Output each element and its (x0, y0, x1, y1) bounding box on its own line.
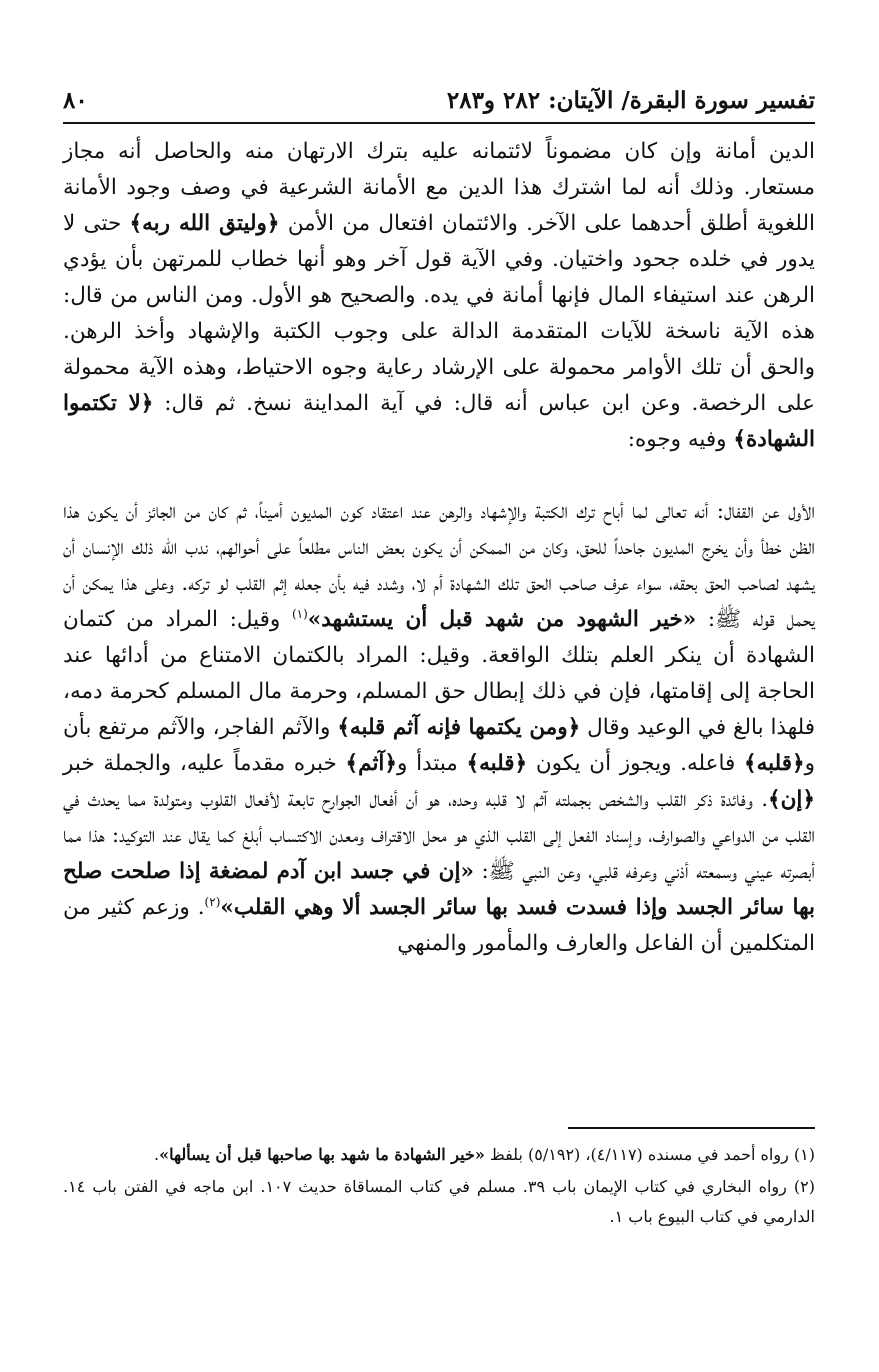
text-run: الأول عن القفال: أنه تعالى لما أباح ترك الكتبة والإشهاد والرهن عند اعتقاد كون المديون أميناً، ثم كان من الجائز أن يكون هذا الظن خطأ وأن يخرج المديون جاحداً للحق، وكان من الممكن أن يكون بعض الناس مطلعاً على أحوالهم، ندب الله ذلك الإنسان أن يشهد لصاحب الحق بحقه، سواء عرف صاحب الحق تلك الشهادة أم لا، وشدد فيه بأن جعله إثم القلب لو تركه. وعلى هذا يمكن أن يحمل قوله ﷺ: (63, 499, 815, 632)
header-rule (63, 122, 815, 124)
text-run: فاعله. ويجوز أن يكون (527, 751, 744, 776)
footnote-ref-2[interactable]: (٢) (204, 894, 221, 909)
quran-quote: ﴿إن﴾ (768, 787, 815, 812)
paragraph-2 (63, 494, 815, 962)
footnote-text: (١) رواه أحمد في مسنده (٤/١١٧)، (٥/١٩٢) بلفظ (484, 1145, 815, 1164)
quran-quote: ﴿ومن يكتمها فإنه آثم قلبه﴾ (337, 715, 581, 740)
footnote-text: (٢) رواه البخاري في كتاب الإيمان باب ٣٩. مسلم في كتاب المساقاة حديث ١٠٧. ابن ماجه في الفتن باب ١٤. الدارمي في كتاب البيوع باب ١. (63, 1177, 815, 1226)
footnotes (63, 1140, 815, 1232)
quran-quote: ﴿قلبه﴾ (466, 751, 528, 776)
page-number: ٨٠ (63, 86, 88, 114)
text-run: الدين أمانة وإن كان مضموناً لائتمانه عليه بترك الارتهان منه والحاصل أنه مجاز مستعار. وذلك أنه لما اشترك هذا الدين مع الأمانة الشرعية في وصف وجود الأمانة اللغوية أطلق أحدهما على الآخر. والائتمان افتعال من الأمن (63, 139, 815, 236)
text-run: خبره مقدماً عليه، والجملة خبر (63, 751, 346, 776)
running-title: تفسير سورة البقرة/ الآيتان: ٢٨٢ و٢٨٣ (446, 86, 815, 114)
text-run: مبتدأ و (397, 751, 467, 776)
quran-quote: ﴿قلبه﴾ (744, 751, 805, 776)
footnote-2 (63, 1172, 815, 1232)
footnote-quote: «خير الشهادة ما شهد بها صاحبها قبل أن يسألها» (159, 1145, 485, 1164)
text-run: والآثم الفاجر، والآثم مرتفع بأن و (63, 715, 815, 776)
paragraph-1 (63, 134, 815, 458)
footnote-end: . (153, 1145, 160, 1164)
text-run: وقيل: المراد من كتمان الشهادة أن ينكر العلم بتلك الواقعة. وقيل: المراد بالكتمان الامتناع من أدائها عند الحاجة إلى إقامتها، فإن في ذلك إبطال حق المسلم، وحرمة مال المسلم كحرمة دمه، فلهذا بالغ في الوعيد وقال (63, 607, 816, 740)
text-run: حتى لا يدور في خلده جحود واختيان. وفي الآية قول آخر وهو أنها خطاب للمرتهن بأن يؤدي الرهن عند استيفاء المال فإنها أمانة في يده. والصحيح هو الأول. ومن الناس من قال: هذه الآية ناسخة للآيات المتقدمة الدالة على وجوب الكتبة والإشهاد وأخذ الرهن. والحق أن تلك الأوامر محمولة على الإرشاد رعاية وجوه الاحتياط، وهذه الآية محمولة على الرخصة. وعن ابن عباس أنه قال: في آية المداينة نسخ. ثم قال: (63, 211, 816, 416)
footnote-separator (568, 1127, 815, 1129)
hadith-quote: «خير الشهود من شهد قبل أن يستشهد» (307, 607, 697, 632)
quran-quote: ﴿لا تكتموا الشهادة﴾ (63, 391, 815, 452)
text-run: . وفائدة ذكر القلب والشخص بجملته آثم لا قلبه وحده، هو أن أفعال الجوارح تابعة لأفعال القلوب ومتولدة مما يحدث في القلب من الدواعي والصوارف، وإسناد الفعل إلى القلب الذي هو محل الاقتراف ومعدن الاكتساب أبلغ كما يقال عند التوكيد: هذا مما أبصرته عيني وسمعته أذني وعرفه قلبي، وعن النبي ﷺ: (63, 787, 815, 884)
footnote-1 (63, 1140, 815, 1170)
main-text (63, 134, 815, 962)
hadith-quote: «إن في جسد ابن آدم لمضغة إذا صلحت صلح بها سائر الجسد وإذا فسدت فسد بها سائر الجسد ألا وهي القلب» (63, 859, 815, 920)
text-run: . وزعم كثير من المتكلمين أن الفاعل والعارف والمأمور والمنهي (63, 895, 815, 956)
text-run: وفيه وجوه: (627, 427, 734, 452)
quran-quote: ﴿آثم﴾ (345, 751, 397, 776)
footnote-ref-1[interactable]: (١) (291, 606, 308, 621)
page-header (63, 80, 815, 120)
quran-quote: ﴿وليتق الله ربه﴾ (129, 211, 280, 236)
